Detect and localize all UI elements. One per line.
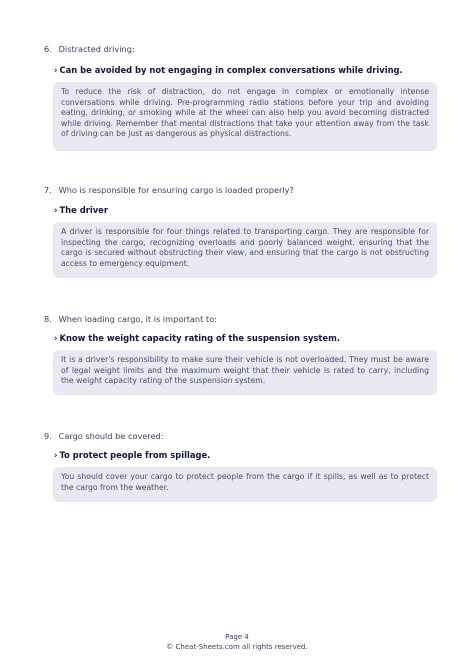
answer-text: The driver (59, 205, 108, 215)
answer-text: Can be avoided by not engaging in complex conversations while driving. (59, 65, 403, 75)
question-text: When loading cargo, it is important to: (58, 314, 217, 324)
question-number: 9. (44, 431, 52, 441)
answer-6 (54, 65, 444, 76)
answer-text: Know the weight capacity rating of the suspension system. (59, 333, 340, 343)
question-text: Distracted driving: (58, 44, 135, 54)
explanation-8: It is a driver's responsibility to make sure their vehicle is not overloaded. They must be aware of legal weight limits and the maximum weight that their vehicle is rated to carry, including the weight capacity rating of the suspension system. (53, 350, 437, 395)
answer-8 (54, 333, 444, 344)
answer-9 (54, 450, 444, 461)
question-number: 6. (44, 44, 52, 54)
page-number: Page 4 (225, 633, 249, 641)
explanation-6: To reduce the risk of distraction, do not engage in complex or emotionally intense conversations while driving. Pre-programming radio stations before your trip and avoiding eating, drinking, or smoking while at the wheel can also help you avoid becoming distracted while driving. Remember that mental distractions that take your attention away from the task of driving can be just as dangerous as physical distractions. (53, 82, 437, 151)
explanation-9: You should cover your cargo to protect people from the cargo if it spills, as well as to protect the cargo from the weather. (53, 467, 437, 502)
answer-marker-icon: › (54, 65, 58, 75)
answer-marker-icon: › (54, 450, 58, 460)
answer-text: To protect people from spillage. (59, 450, 211, 460)
question-6 (44, 44, 444, 55)
explanation-7: A driver is responsible for four things related to transporting cargo. They are responsible for inspecting the cargo, recognizing overloads and poorly balanced weight, ensuring that the cargo is secured without obstructing their view, and ensuring that the cargo is not obstructing access to emergency equipment. (53, 222, 437, 278)
question-number: 8. (44, 314, 52, 324)
answer-7 (54, 205, 444, 216)
question-7 (44, 185, 444, 196)
copyright-notice: © Cheat-Sheets.com all rights reserved. (166, 643, 308, 651)
question-text: Who is responsible for ensuring cargo is loaded properly? (58, 185, 294, 195)
question-9 (44, 431, 444, 442)
answer-marker-icon: › (54, 333, 58, 343)
question-number: 7. (44, 185, 52, 195)
answer-marker-icon: › (54, 205, 58, 215)
question-8 (44, 314, 444, 325)
question-text: Cargo should be covered: (58, 431, 164, 441)
